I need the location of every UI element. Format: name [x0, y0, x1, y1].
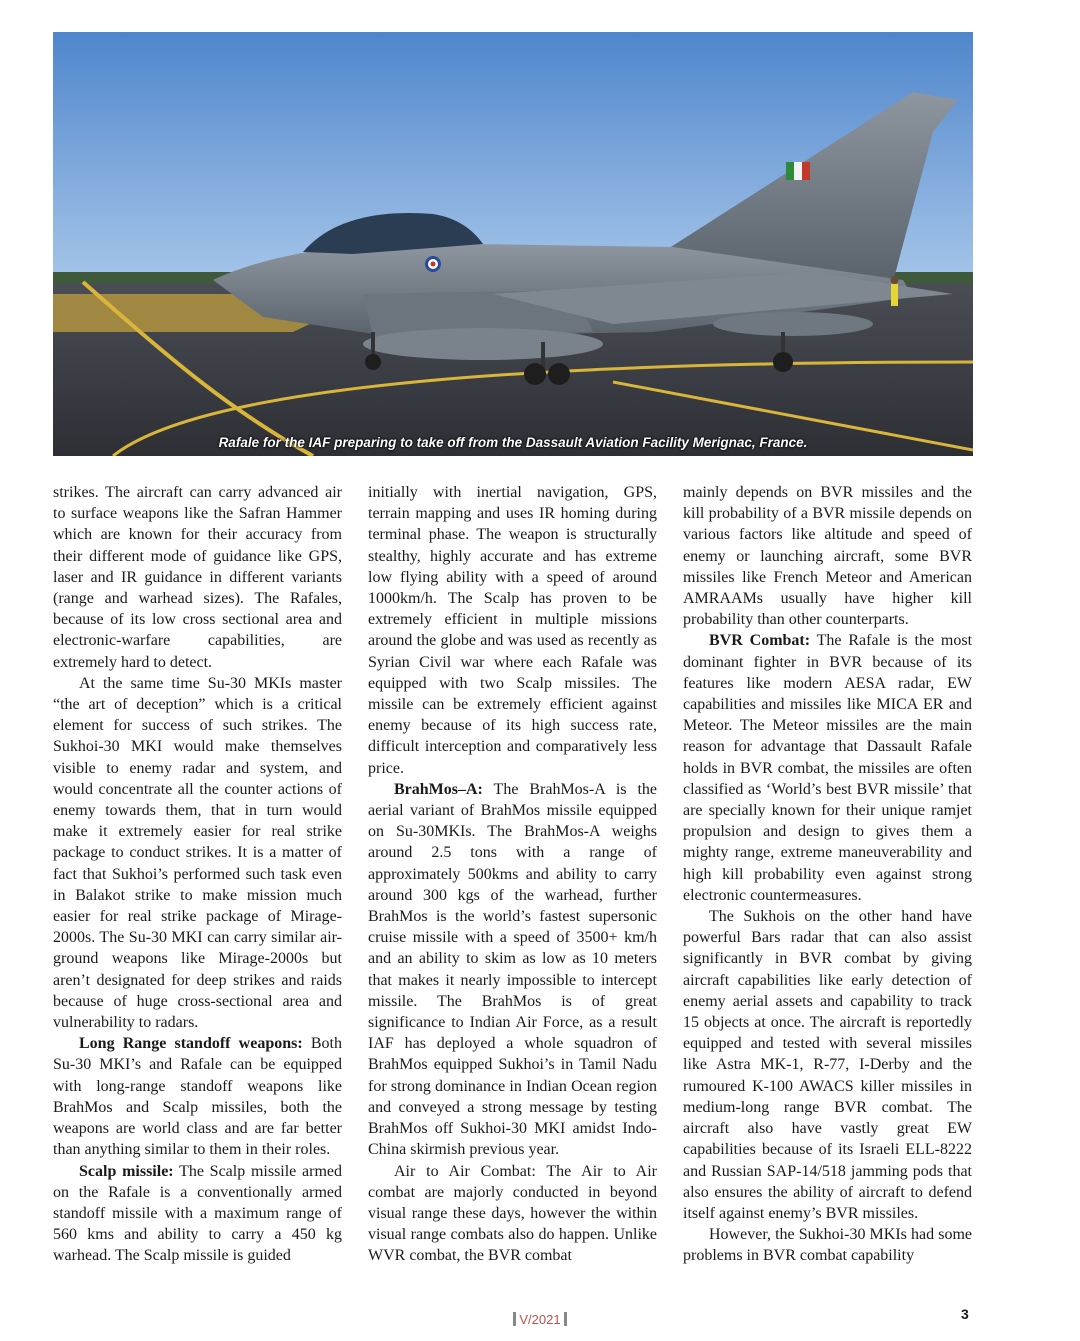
rafale-photo: [53, 32, 973, 456]
paragraph-text: strikes. The aircraft can carry advanced air to surface weapons like the Safran Hammer which are known for their accuracy from their different mode of guidance like GPS, laser and IR guidance in different variants (range and warhead sizes). The Rafales, because of its low cross sectional area and electronic-warfare capabilities, are extremely hard to detect.: [53, 484, 342, 671]
paragraph-text: The Rafale is the most dominant fighter in BVR because of its features like modern AESA radar, EW capabilities and missiles like MICA ER and Meteor. The Meteor missiles are the main reason for advantage that Dassault Rafale holds in BVR combat, the missiles are often classified as ‘World’s best BVR missile’ that are specially known for their unique ramjet propulsion and design to gives them a mighty range, extreme maneuverability and high kill probability even against strong electronic countermeasures.: [683, 632, 972, 904]
photo-caption: Rafale for the IAF preparing to take off from the Dassault Aviation Facility Merignac, France.: [218, 435, 808, 450]
text-column-2: [368, 482, 657, 1272]
paragraph: [53, 482, 342, 673]
text-column-3: [683, 482, 972, 1272]
paragraph-text: Both Su-30 MKI’s and Rafale can be equipped with long-range standoff weapons like BrahMos and Scalp missiles, both the weapons are world class and are far better than anything similar to them in their roles.: [53, 1035, 342, 1159]
paragraph-heading: BVR Combat:: [709, 632, 811, 650]
page-number: 3: [961, 1306, 969, 1322]
paragraph-heading: BrahMos–A:: [394, 780, 483, 798]
issue-label: V/2021: [519, 1312, 561, 1327]
paragraph: [368, 1161, 657, 1267]
paragraph: [53, 1161, 342, 1267]
paragraph: [683, 906, 972, 1224]
paragraph: [683, 1224, 972, 1266]
paragraph: [53, 673, 342, 1033]
text-column-1: [53, 482, 342, 1272]
paragraph-text: mainly depends on BVR missiles and the kill probability of a BVR missile depends on various factors like altitude and speed of enemy or launching aircraft, some BVR missiles like French Meteor and American AMRAAMs usually have higher kill probability than other counterparts.: [683, 484, 972, 629]
footer-bar-right: [564, 1312, 567, 1326]
paragraph: [683, 482, 972, 630]
paragraph-text: The BrahMos-A is the aerial variant of BrahMos missile equipped on Su-30MKIs. The BrahMos-A weighs around 2.5 tons with a range of approximately 500kms and ability to carry around 300 kgs of the warhead, further BrahMos is the world’s fastest supersonic cruise missile with a speed of 3500+ km/h and an ability to skim as low as 10 meters that makes it nearly impossible to intercept missile. The BrahMos is of great significance to Indian Air Force, as a result IAF has deployed a whole squadron of BrahMos equipped Sukhoi’s in Tamil Nadu for strong dominance in Indian Ocean region and conveyed a strong message by testing BrahMos off Sukhoi-30 MKI amidst Indo-China skirmish previous year.: [368, 780, 657, 1159]
paragraph-text: However, the Sukhoi-30 MKIs had some problems in BVR combat capability: [683, 1226, 972, 1265]
paragraph: [368, 779, 657, 1161]
paragraph: [368, 482, 657, 779]
paragraph-text: The Sukhois on the other hand have powerful Bars radar that can also assist significantly in BVR combat by giving aircraft capabilities like early detection of enemy aerial assets and capability to track 15 objects at once. The aircraft is reportedly equipped and tested with several missiles like Astra MK-1, R-77, I-Derby and the rumoured K-100 AWACS killer missiles in medium-long range BVR combat. The aircraft also have vastly great EW capabilities because of its Israeli ELL-8222 and Russian SAP-14/518 jamming pods that also ensures the ability of aircraft to defend itself against enemy’s BVR missiles.: [683, 908, 972, 1222]
paragraph: [53, 1033, 342, 1160]
paragraph-heading: Scalp missile:: [79, 1162, 174, 1180]
paragraph-heading: Long Range standoff weapons:: [79, 1035, 303, 1053]
paragraph-text: initially with inertial navigation, GPS, terrain mapping and uses IR homing during terminal phase. The weapon is structurally stealthy, highly accurate and has extreme low flying ability with a speed of around 1000km/h. The Scalp has proven to be extremely efficient in multiple missions around the globe and was used as recently as Syrian Civil war where each Rafale was equipped with two Scalp missiles. The missile can be extremely efficient against enemy because of its high success rate, difficult interception and comparatively less price.: [368, 484, 657, 777]
paragraph-text: Air to Air Combat: The Air to Air combat are majorly conducted in beyond visual range these days, however the within visual range combats also do happen. Unlike WVR combat, the BVR combat: [368, 1162, 657, 1265]
footer-bar-left: [513, 1312, 516, 1326]
rafale-illustration: [53, 32, 973, 456]
paragraph-text: The Scalp missile armed on the Rafale is a conventionally armed standoff missile with a maximum range of 560 kms and ability to carry a 450 kg warhead. The Scalp missile is guided: [53, 1162, 342, 1265]
paragraph: [683, 630, 972, 906]
paragraph-text: At the same time Su-30 MKIs master “the art of deception” which is a critical element for success of such strikes. The Sukhoi-30 MKI would make themselves visible to enemy radar and system, and would concentrate all the counter actions of enemy towards them, that in turn would make it extremely easier for real strike package to conduct strikes. It is a matter of fact that Sukhoi’s performed such task even in Balakot strike to make mission much easier for real strike package of Mirage-2000s. The Su-30 MKI can carry similar air-ground weapons like Mirage-2000s but aren’t designated for deep strikes and raids because of huge cross-sectional area and vulnerability to radars.: [53, 674, 342, 1032]
issue-footer: [0, 1312, 1080, 1327]
